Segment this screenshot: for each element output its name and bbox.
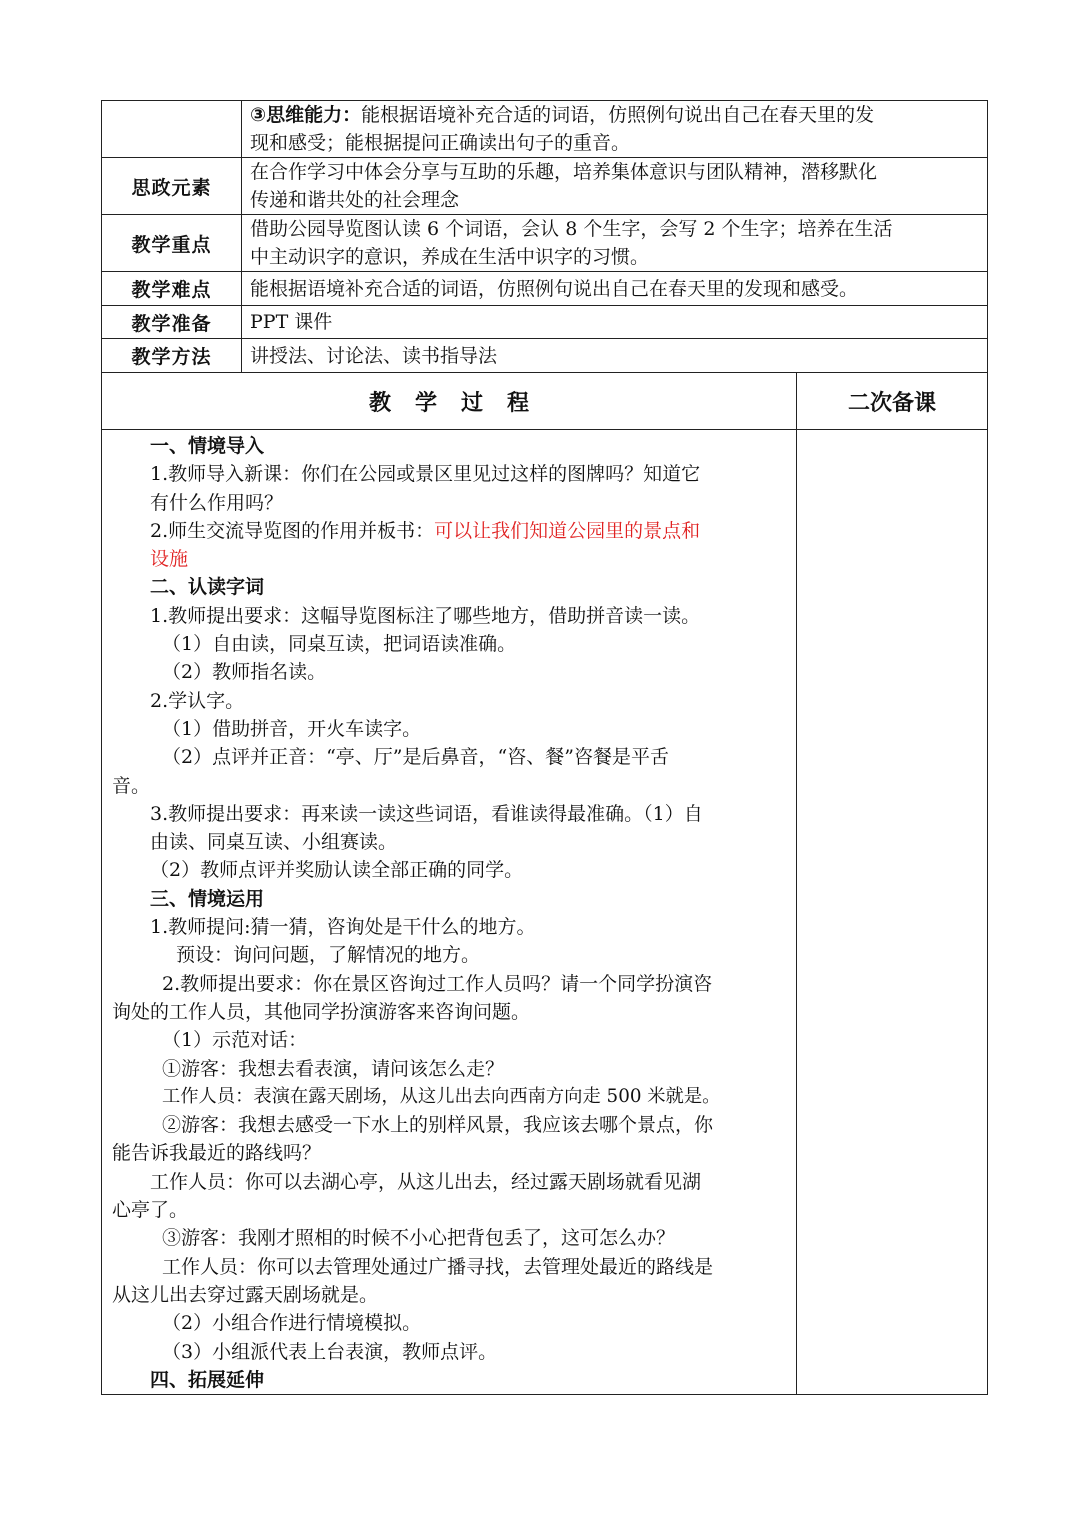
methods-text: 讲授法、讨论法、读书指导法	[242, 339, 988, 373]
process-line: 询处的工作人员，其他同学扮演游客来咨询问题。	[112, 1000, 531, 1023]
key-points-cell	[242, 215, 988, 272]
ideology-cell	[242, 158, 988, 215]
process-line: 工作人员：你可以去管理处通过广播寻找，去管理处最近的路线是	[162, 1255, 714, 1278]
process-line	[112, 517, 788, 545]
row-ideology	[102, 158, 988, 215]
process-line: （1）借助拼音，开火车读字。	[162, 717, 422, 740]
difficulties-text: 能根据语境补充合适的词语，仿照例句说出自己在春天里的发现和感受。	[242, 272, 988, 306]
row-methods	[102, 339, 988, 373]
process-line: 工作人员：你可以去湖心亭，从这儿出去，经过露天剧场就看见湖	[150, 1170, 702, 1193]
process-line: 2.学认字。	[150, 689, 245, 712]
process-line: 工作人员：表演在露天剧场，从这儿出去向西南方向走 500 米就是。	[162, 1085, 721, 1107]
ideology-label: 思政元素	[102, 158, 242, 215]
process-line: （2）点评并正音：“亭、厅”是后鼻音，“咨、餐”咨餐是平舌	[162, 746, 669, 769]
process-line: 有什么作用吗？	[150, 491, 284, 514]
process-line: ③游客：我刚才照相的时候不小心把背包丢了，这可怎么办？	[162, 1227, 676, 1250]
process-body	[102, 430, 797, 1395]
process-line: 心亭了。	[112, 1199, 189, 1222]
preparation-label: 教学准备	[102, 306, 242, 339]
process-line: 从这儿出去穿过露天剧场就是。	[112, 1283, 379, 1306]
process-line: 1.教师导入新课：你们在公园或景区里见过这样的图牌吗？知道它	[150, 463, 701, 486]
process-header-char: 过	[461, 390, 484, 416]
process-line: （2）教师指名读。	[162, 661, 327, 684]
row-process-body	[102, 430, 988, 1395]
process-line: ②游客：我想去感受一下水上的别样风景，我应该去哪个景点，你	[162, 1114, 714, 1137]
section-heading: 四、拓展延伸	[150, 1368, 265, 1391]
process-line: （1）示范对话：	[162, 1029, 308, 1052]
process-line: 1.教师提出要求：这幅导览图标注了哪些地方，借助拼音读一读。	[150, 604, 701, 627]
key-points-label: 教学重点	[102, 215, 242, 272]
row-difficulties	[102, 272, 988, 306]
section-heading: 一、情境导入	[150, 435, 265, 457]
process-line: 由读、同桌互读、小组赛读。	[150, 831, 398, 854]
process-line: （1）自由读，同桌互读，把词语读准确。	[162, 633, 517, 656]
process-header	[102, 373, 797, 430]
key-points-text-2: 中主动识字的意识，养成在生活中识字的习惯。	[250, 246, 650, 268]
lesson-plan-table	[101, 100, 988, 1395]
row-process-header	[102, 373, 988, 430]
process-line: 音。	[112, 774, 151, 797]
row-key-points	[102, 215, 988, 272]
process-line: 2.教师提出要求：你在景区咨询过工作人员吗？请一个同学扮演咨	[162, 972, 713, 995]
highlight-line: 设施	[150, 548, 189, 571]
process-line: 预设：询问问题，了解情况的地方。	[176, 944, 481, 967]
thinking-ability-text: 能根据语境补充合适的词语，仿照例句说出自己在春天里的发	[361, 104, 875, 126]
process-header-char: 程	[507, 390, 530, 416]
process-line-text: 2.师生交流导览图的作用并板书：	[150, 519, 435, 542]
methods-label: 教学方法	[102, 339, 242, 373]
highlight-text: 可以让我们知道公园里的景点和	[434, 519, 701, 542]
row-thinking-ability	[102, 101, 988, 158]
section-heading: 二、认读字词	[150, 576, 265, 599]
process-line: （3）小组派代表上台表演，教师点评。	[162, 1340, 498, 1363]
thinking-ability-cell	[242, 101, 988, 158]
section-heading: 三、情境运用	[150, 887, 265, 910]
second-prep-header: 二次备课	[797, 373, 988, 430]
key-points-text: 借助公园导览图认读 6 个词语，会认 8 个生字，会写 2 个生字；培养在生活	[250, 218, 893, 240]
second-prep-notes	[797, 430, 988, 1395]
ideology-text-2: 传递和谐共处的社会理念	[250, 189, 460, 211]
difficulties-label: 教学难点	[102, 272, 242, 306]
row-label-empty	[102, 101, 242, 158]
process-line: ①游客：我想去看表演，请问该怎么走？	[162, 1057, 505, 1080]
thinking-ability-label: ③思维能力：	[250, 104, 362, 126]
preparation-text: PPT 课件	[242, 306, 988, 339]
process-line: 1.教师提问:猜一猜，咨询处是干什么的地方。	[150, 916, 536, 939]
process-header-char: 教	[368, 390, 391, 416]
process-line: （2）教师点评并奖励认读全部正确的同学。	[150, 859, 524, 882]
process-line: （2）小组合作进行情境模拟。	[162, 1312, 422, 1335]
process-line: 能告诉我最近的路线吗？	[112, 1142, 322, 1165]
thinking-ability-text-2: 现和感受；能根据提问正确读出句子的重音。	[250, 132, 631, 154]
process-header-char: 学	[414, 390, 437, 416]
process-line: 3.教师提出要求：再来读一读这些词语，看谁读得最准确。（1）自	[150, 802, 703, 825]
row-preparation	[102, 306, 988, 339]
ideology-text: 在合作学习中体会分享与互助的乐趣，培养集体意识与团队精神，潜移默化	[250, 161, 878, 183]
